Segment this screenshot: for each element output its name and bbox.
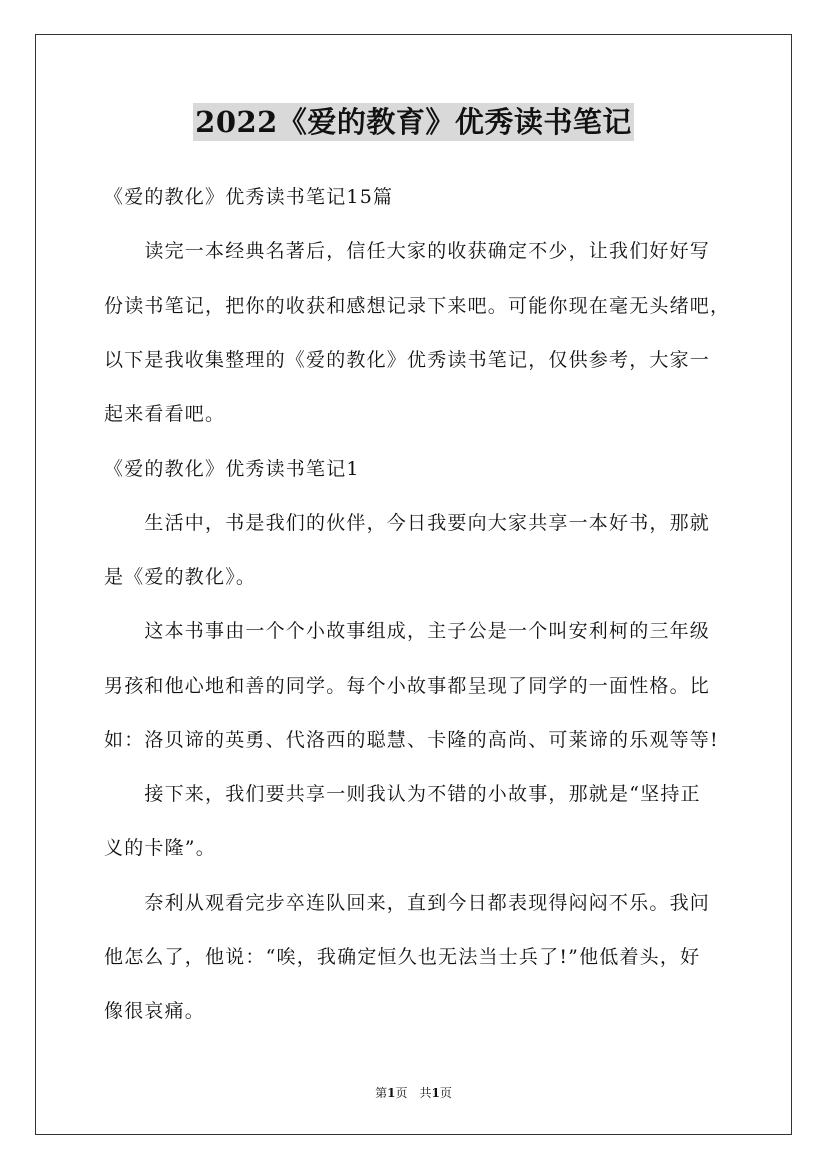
footer-page-prefix: 第 [375, 1086, 388, 1100]
footer-page-number: 1 [387, 1086, 396, 1100]
text-line-16: 像很哀痛。 [104, 1000, 206, 1022]
document-title-wrap [0, 100, 827, 141]
text-line-12: 接下来，我们要共享一则我认为不错的小故事，那就是“坚持正 [104, 783, 701, 805]
text-line-1: 《爱的教化》优秀读书笔记15篇 [104, 186, 394, 208]
footer-total-pages: 1 [431, 1086, 440, 1100]
page-footer [0, 1084, 827, 1101]
text-line-13: 义的卡隆”。 [104, 837, 216, 859]
footer-total-suffix: 页 [439, 1086, 452, 1100]
text-line-4: 以下是我收集整理的《爱的教化》优秀读书笔记，仅供参考，大家一 [104, 349, 711, 371]
text-line-14: 奈利从观看完步卒连队回来，直到今日都表现得闷闷不乐。我问 [104, 892, 711, 914]
text-line-6: 《爱的教化》优秀读书笔记1 [104, 458, 360, 480]
text-line-15: 他怎么了，他说：“唉，我确定恒久也无法当士兵了!”他低着头，好 [104, 946, 701, 968]
text-line-7: 生活中，书是我们的伙伴，今日我要向大家共享一本好书，那就 [104, 512, 711, 534]
text-line-8: 是《爱的教化》。 [104, 566, 257, 588]
text-line-10: 男孩和他心地和善的同学。每个小故事都呈现了同学的一面性格。比 [104, 675, 711, 697]
text-line-11: 如：洛贝谛的英勇、代洛西的聪慧、卡隆的高尚、可莱谛的乐观等等! [104, 729, 719, 751]
text-line-5: 起来看看吧。 [104, 403, 226, 425]
text-line-3: 份读书笔记，把你的收获和感想记录下来吧。可能你现在毫无头绪吧， [104, 295, 731, 317]
document-title: 2022《爱的教育》优秀读书笔记 [195, 105, 632, 139]
footer-page-suffix: 页 共 [395, 1086, 432, 1100]
text-line-9: 这本书事由一个个小故事组成，主子公是一个叫安利柯的三年级 [104, 620, 711, 642]
text-line-2: 读完一本经典名著后，信任大家的收获确定不少，让我们好好写 [104, 240, 711, 262]
